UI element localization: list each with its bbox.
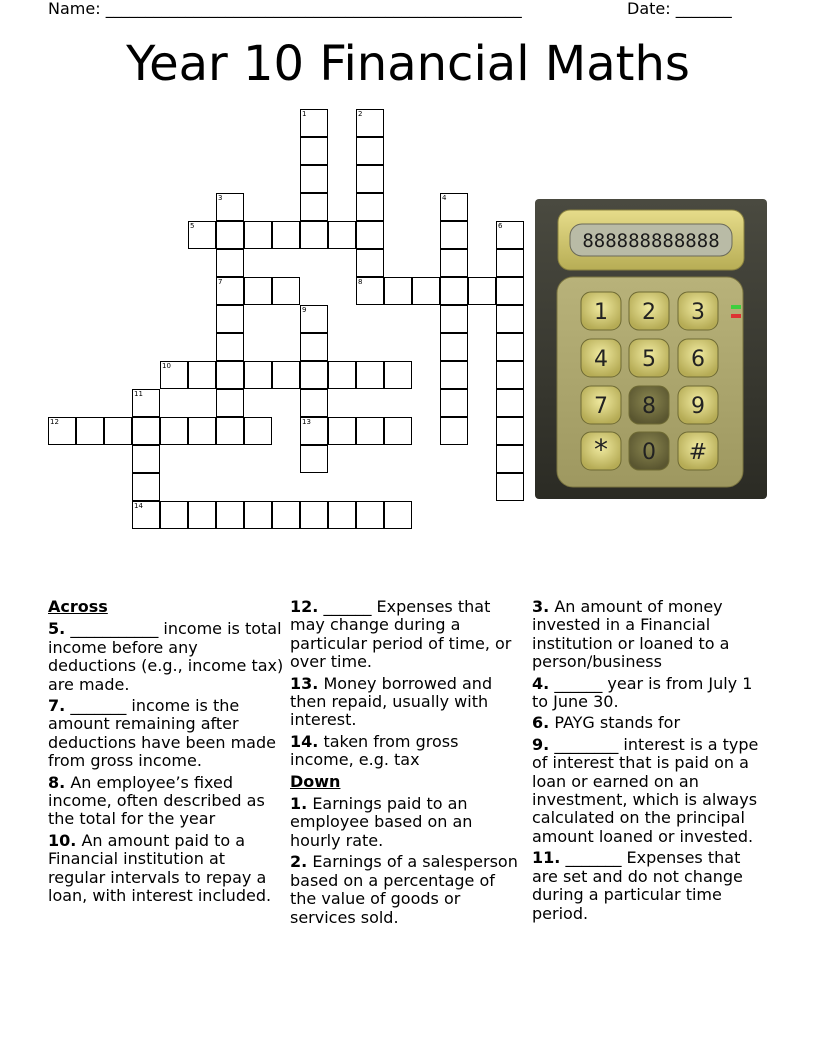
grid-cell[interactable] [272, 361, 300, 389]
middle-column [290, 598, 526, 930]
grid-cell[interactable] [496, 249, 524, 277]
cell-number: 9 [302, 306, 307, 314]
grid-cell[interactable] [300, 389, 328, 417]
grid-cell[interactable] [76, 417, 104, 445]
grid-cell[interactable] [328, 417, 356, 445]
calculator-display: 888888888888 [582, 230, 720, 252]
cell-number: 2 [358, 110, 363, 118]
grid-cell[interactable] [300, 445, 328, 473]
grid-cell[interactable] [300, 193, 328, 221]
cell-number: 12 [50, 418, 59, 426]
cell-number: 8 [358, 278, 363, 286]
grid-cell[interactable] [440, 277, 468, 305]
grid-cell[interactable] [300, 221, 328, 249]
grid-cell[interactable] [440, 389, 468, 417]
grid-cell[interactable] [440, 417, 468, 445]
grid-cell[interactable] [300, 165, 328, 193]
clue-down-2: 2. Earnings of a salesperson based on a percentage of the value of goods or services sold. [290, 852, 518, 927]
cell-number: 7 [218, 278, 223, 286]
clue-down-11: 11. _______ Expenses that are set and do not change during a particular time period. [532, 848, 743, 923]
grid-cell[interactable] [328, 501, 356, 529]
right-column [532, 598, 768, 926]
clue-down-6: 6. PAYG stands for [532, 713, 681, 733]
cell-number: 13 [302, 418, 311, 426]
grid-cell[interactable] [440, 333, 468, 361]
grid-cell[interactable] [244, 221, 272, 249]
grid-cell[interactable] [384, 277, 412, 305]
calculator-key-label: 7 [594, 394, 608, 419]
calculator-key-label: 2 [642, 300, 656, 325]
grid-cell[interactable] [328, 361, 356, 389]
clue-across-13: 13. Money borrowed and then repaid, usually with interest. [290, 673, 493, 730]
grid-cell[interactable] [300, 137, 328, 165]
calculator-key-label: 4 [594, 347, 608, 372]
cell-number: 4 [442, 194, 447, 202]
grid-cell[interactable] [328, 221, 356, 249]
grid-cell-6[interactable] [496, 221, 524, 249]
grid-cell-14[interactable] [132, 501, 160, 529]
grid-cell[interactable] [272, 221, 300, 249]
grid-cell[interactable] [132, 473, 160, 501]
clue-down-3: 3. An amount of money invested in a Financial institution or loaned to a person/business [532, 597, 730, 672]
grid-cell[interactable] [216, 333, 244, 361]
grid-cell-1[interactable] [300, 109, 328, 137]
grid-cell[interactable] [496, 277, 524, 305]
clue-down-1: 1. Earnings paid to an employee based on an hourly rate. [290, 794, 473, 850]
grid-cell[interactable] [272, 501, 300, 529]
grid-cell[interactable] [160, 417, 188, 445]
grid-cell[interactable] [356, 193, 384, 221]
grid-cell[interactable] [132, 417, 160, 445]
grid-cell[interactable] [216, 221, 244, 249]
grid-cell[interactable] [440, 305, 468, 333]
calculator-key-label: 5 [642, 347, 656, 372]
grid-cell[interactable] [104, 417, 132, 445]
grid-cell[interactable] [188, 361, 216, 389]
across-column [48, 598, 284, 909]
clue-across-12: 12. ______ Expenses that may change during a particular period of time, or over time. [290, 597, 512, 672]
grid-cell[interactable] [356, 249, 384, 277]
grid-cell[interactable] [356, 501, 384, 529]
grid-cell[interactable] [468, 277, 496, 305]
grid-cell-13[interactable] [300, 417, 328, 445]
across-heading: Across [48, 597, 108, 616]
grid-cell[interactable] [244, 417, 272, 445]
cell-number: 6 [498, 222, 503, 230]
grid-cell[interactable] [244, 361, 272, 389]
grid-cell[interactable] [356, 417, 384, 445]
grid-cell[interactable] [496, 473, 524, 501]
grid-cell[interactable] [384, 361, 412, 389]
grid-cell[interactable] [188, 501, 216, 529]
clue-across-7: 7. _______ income is the amount remaining after deductions have been made from gross income. [48, 696, 276, 771]
cell-number: 11 [134, 390, 143, 398]
grid-cell[interactable] [216, 417, 244, 445]
grid-cell[interactable] [384, 501, 412, 529]
grid-cell[interactable] [496, 389, 524, 417]
grid-cell[interactable] [160, 501, 188, 529]
grid-cell[interactable] [300, 361, 328, 389]
grid-cell[interactable] [496, 361, 524, 389]
down-heading: Down [290, 771, 341, 791]
grid-cell[interactable] [412, 277, 440, 305]
calculator-key-label: * [594, 433, 608, 466]
grid-cell[interactable] [216, 361, 244, 389]
cell-number: 14 [134, 502, 143, 510]
date-line[interactable]: _______ [675, 0, 732, 18]
clue-across-8: 8. An employee’s fixed income, often described as the total for the year [48, 772, 265, 829]
grid-cell[interactable] [384, 417, 412, 445]
clue-across-5: 5. ___________ income is total income before any deductions (e.g., income tax) are made. [48, 619, 284, 694]
calculator-image [535, 199, 767, 499]
grid-cell-12[interactable] [48, 417, 76, 445]
calculator-key-label: 9 [691, 394, 705, 419]
grid-cell[interactable] [244, 501, 272, 529]
calculator-key-label: 1 [594, 300, 608, 325]
date-label: Date: [627, 0, 676, 18]
grid-cell[interactable] [244, 277, 272, 305]
grid-cell-5[interactable] [188, 221, 216, 249]
cell-number: 5 [190, 222, 195, 230]
grid-cell-4[interactable] [440, 193, 468, 221]
grid-cell[interactable] [356, 137, 384, 165]
grid-cell[interactable] [496, 305, 524, 333]
grid-cell-3[interactable] [216, 193, 244, 221]
grid-cell[interactable] [496, 417, 524, 445]
grid-cell[interactable] [440, 221, 468, 249]
cell-number: 3 [218, 194, 223, 202]
cell-number: 1 [302, 110, 307, 118]
cell-number: 10 [162, 362, 171, 370]
calculator-key-label: # [688, 440, 708, 465]
grid-cell[interactable] [216, 249, 244, 277]
calculator-key-label: 8 [642, 394, 656, 419]
calculator-key-label: 6 [691, 347, 705, 372]
grid-cell[interactable] [440, 361, 468, 389]
clue-down-9: 9. ________ interest is a type of interest that is paid on a loan or earned on an investment, which is always calculated on the principal amount loaned or invested. [532, 734, 759, 846]
clue-down-4: 4. ______ year is from July 1 to June 30. [532, 673, 753, 712]
grid-cell-11[interactable] [132, 389, 160, 417]
grid-cell[interactable] [300, 501, 328, 529]
page-title: Year 10 Financial Maths [126, 36, 690, 92]
grid-cell[interactable] [216, 389, 244, 417]
grid-cell-9[interactable] [300, 305, 328, 333]
grid-cell[interactable] [440, 249, 468, 277]
grid-cell[interactable] [132, 445, 160, 473]
clue-across-14: 14. taken from gross income, e.g. tax [290, 731, 459, 770]
grid-cell[interactable] [188, 417, 216, 445]
grid-cell[interactable] [272, 277, 300, 305]
grid-cell-8[interactable] [356, 277, 384, 305]
grid-cell[interactable] [300, 333, 328, 361]
clue-across-10: 10. An amount paid to a Financial institution at regular intervals to repay a loan, with interest included. [48, 830, 272, 906]
grid-cell[interactable] [496, 445, 524, 473]
grid-cell[interactable] [356, 361, 384, 389]
grid-cell[interactable] [356, 221, 384, 249]
calculator-key-label: 0 [642, 440, 656, 465]
grid-cell-10[interactable] [160, 361, 188, 389]
grid-cell-7[interactable] [216, 277, 244, 305]
grid-cell-2[interactable] [356, 109, 384, 137]
grid-cell[interactable] [496, 333, 524, 361]
name-line[interactable]: ____________________________________________________ [105, 0, 522, 18]
grid-cell[interactable] [356, 165, 384, 193]
calculator-key-label: 3 [691, 300, 705, 325]
name-label: Name: [48, 0, 106, 18]
grid-cell[interactable] [216, 501, 244, 529]
grid-cell[interactable] [216, 305, 244, 333]
